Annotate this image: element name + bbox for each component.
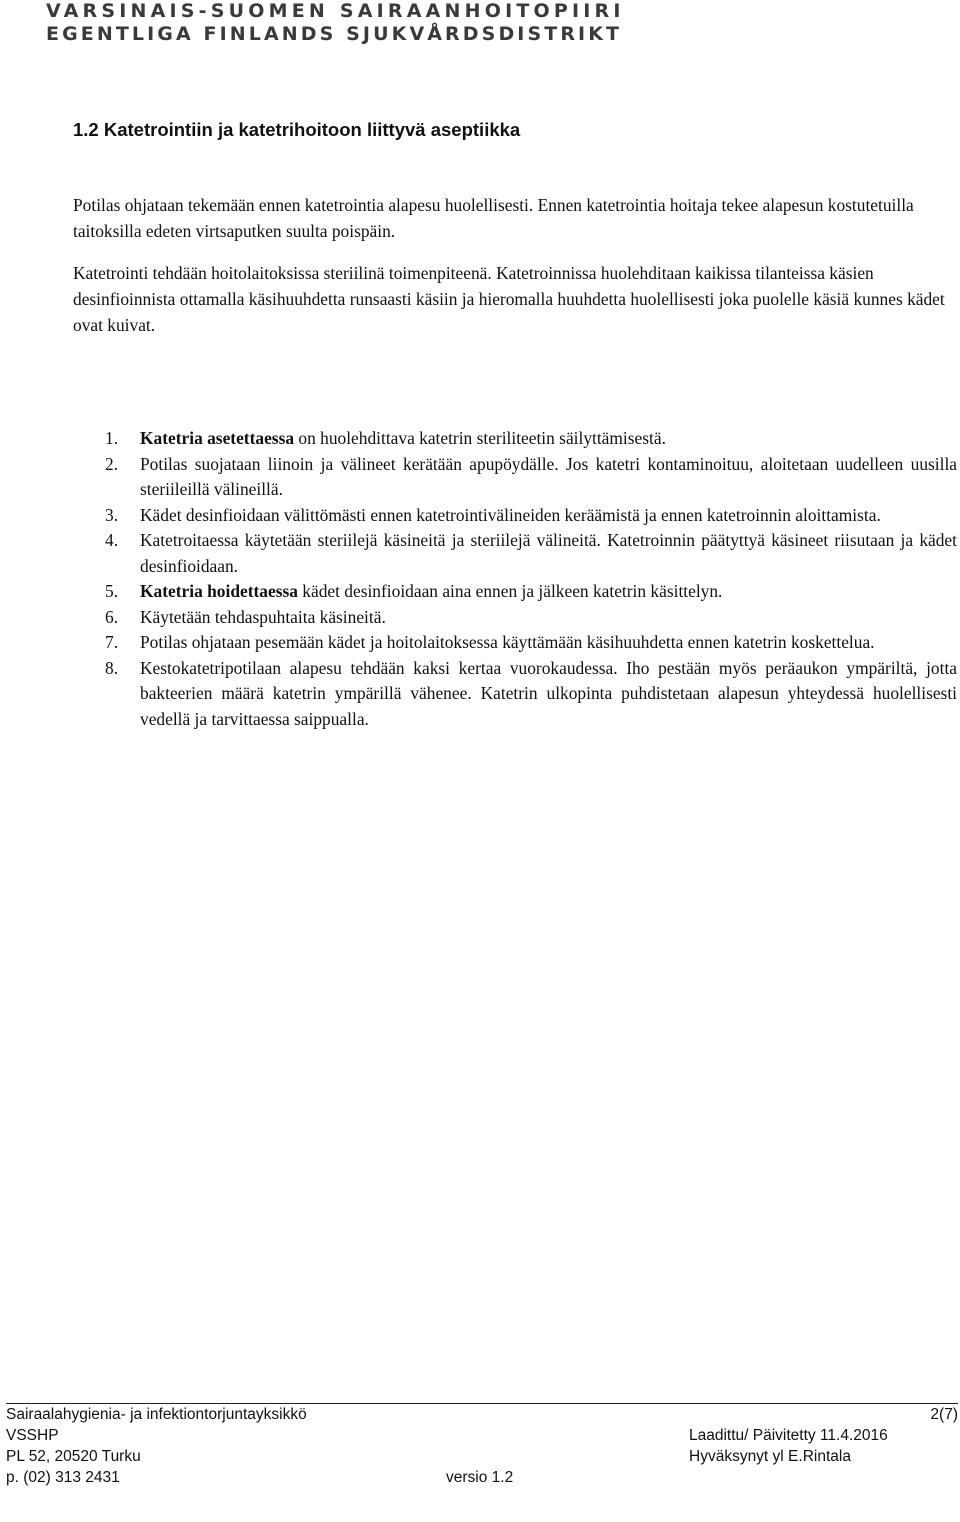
footer-org: VSSHP bbox=[6, 1427, 59, 1444]
footer-phone: p. (02) 313 2431 bbox=[6, 1469, 120, 1486]
list-item-number: 4. bbox=[105, 530, 119, 550]
list-item-text: Kädet desinfioidaan välittömästi ennen katetrointivälineiden keräämistä ja ennen katetroinnin aloittamista. bbox=[140, 504, 881, 525]
paragraph-intro: Potilas ohjataan tekemään ennen katetrointia alapesu huolellisesti. Ennen katetrointia hoitaja tekee alapesun kostutetuilla taitoksilla edeten virtsaputken suulta poispäin. bbox=[73, 195, 914, 241]
list-item bbox=[105, 503, 957, 529]
list-item-text: kädet desinfioidaan aina ennen ja jälkeen katetrin käsittelyn. bbox=[297, 581, 723, 601]
list-item bbox=[105, 605, 957, 631]
list-item-text: Katetroitaessa käytetään steriilejä käsineitä ja steriilejä välineitä. Katetroinnin päätyttyä käsineet riisutaan ja kädet desinfioidaan. bbox=[140, 530, 957, 576]
list-item bbox=[105, 656, 957, 733]
footer-page-number: 2(7) bbox=[930, 1406, 958, 1423]
footer-unit: Sairaalahygienia- ja infektiontorjuntayksikkö bbox=[6, 1406, 307, 1423]
list-item-emphasis: Katetria asetettaessa bbox=[140, 428, 295, 448]
list-item-number: 5. bbox=[105, 581, 119, 601]
list-item bbox=[105, 528, 957, 579]
list-item-number: 8. bbox=[105, 657, 119, 678]
list-item-number: 6. bbox=[105, 606, 119, 627]
org-name-swedish: EGENTLIGA FINLANDS SJUKVÅRDSDISTRIKT bbox=[46, 23, 623, 45]
footer-approved: Hyväksynyt yl E.Rintala bbox=[689, 1448, 851, 1465]
list-item-number: 7. bbox=[105, 632, 119, 652]
list-item-text: Käytetään tehdaspuhtaita käsineitä. bbox=[140, 606, 386, 627]
paragraph-procedure: Katetrointi tehdään hoitolaitoksissa steriilinä toimenpiteenä. Katetroinnissa huolehditaan kaikissa tilanteissa käsien desinfioinnista ottamalla käsihuuhdetta runsaasti käsiin ja hieromalla huuhdetta huolellisesti joka puolelle käsiä kunnes kädet ovat kuivat. bbox=[73, 263, 945, 335]
list-item-text: Potilas ohjataan pesemään kädet ja hoitolaitoksessa käyttämään käsihuuhdetta ennen katetrin koskettelua. bbox=[140, 632, 875, 652]
list-item bbox=[105, 452, 957, 503]
steps-list bbox=[105, 426, 957, 732]
list-item bbox=[105, 426, 957, 452]
footer-address: PL 52, 20520 Turku bbox=[6, 1448, 141, 1465]
list-item-text: Kestokatetripotilaan alapesu tehdään kaksi kertaa vuorokaudessa. Iho pestään myös peräaukon ympäriltä, jotta bakteerien määrä katetrin ympärillä vähenee. Katetrin ulkopinta puhdistetaan alapesun yhteydessä huolellisesti vedellä ja tarvittaessa saippualla. bbox=[140, 657, 957, 729]
section-title: 1.2 Katetrointiin ja katetrihoitoon liittyvä aseptiikka bbox=[73, 119, 521, 140]
list-item-text: on huolehdittava katetrin steriliteetin säilyttämisestä. bbox=[294, 428, 666, 448]
document-body bbox=[73, 118, 959, 410]
list-item-text: Potilas suojataan liinoin ja välineet kerätään apupöydälle. Jos katetri kontaminoituu, aloitetaan uudelleen uusilla steriileillä välineillä. bbox=[140, 453, 957, 499]
footer-version: versio 1.2 bbox=[446, 1469, 514, 1486]
list-item-number: 2. bbox=[105, 453, 119, 474]
page-footer bbox=[6, 1403, 958, 1488]
list-item bbox=[105, 579, 957, 605]
org-name-finnish: VARSINAIS-SUOMEN SAIRAANHOITOPIIRI bbox=[46, 0, 625, 22]
list-item bbox=[105, 630, 957, 656]
organization-logo bbox=[46, 2, 806, 48]
list-item-emphasis: Katetria hoidettaessa bbox=[140, 581, 298, 601]
footer-updated: Laadittu/ Päivitetty 11.4.2016 bbox=[689, 1427, 888, 1444]
list-item-number: 3. bbox=[105, 504, 119, 525]
list-item-number: 1. bbox=[105, 428, 119, 448]
